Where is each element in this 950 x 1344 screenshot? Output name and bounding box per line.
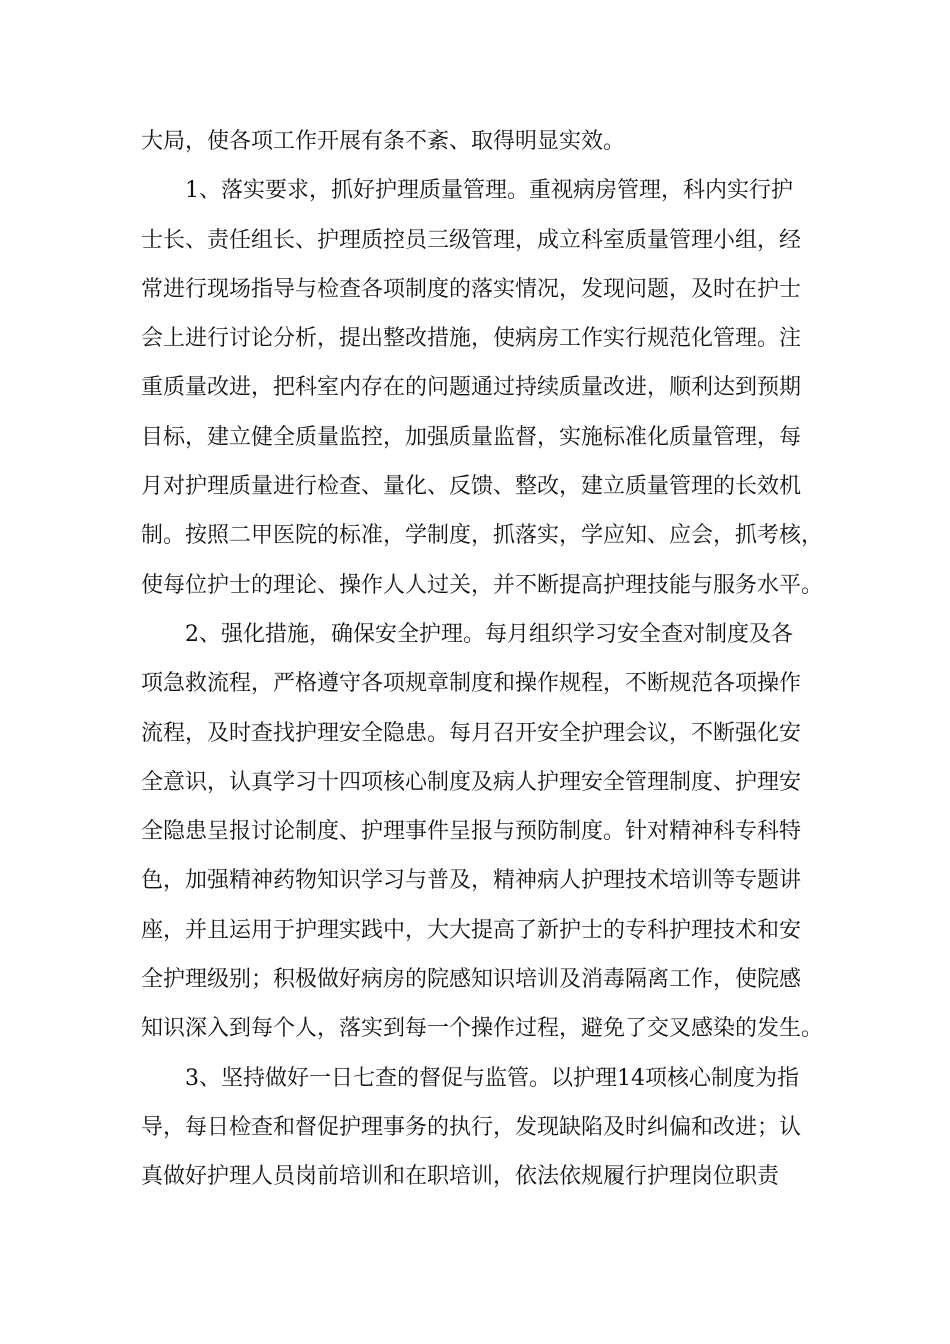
paragraph-first-line: 2、强化措施，确保安全护理。每月组织学习安全查对制度及各 [185,621,793,647]
text-line: 使每位护士的理论、操作人人过关，并不断提高护理技能与服务水平。 [141,572,824,598]
text-line: 月对护理质量进行检查、量化、反馈、整改，建立质量管理的长效机 [141,474,802,500]
document-body [141,117,831,1202]
text-line: 导，每日检查和督促护理事务的执行，发现缺陷及时纠偏和改进；认 [141,1114,802,1140]
text-line: 真做好护理人员岗前培训和在职培训，依法依规履行护理岗位职责 [141,1164,780,1190]
text-line: 制。按照二甲医院的标准，学制度，抓落实，学应知、应会，抓考核， [141,523,824,549]
text-line: 全意识，认真学习十四项核心制度及病人护理安全管理制度、护理安 [141,769,802,795]
text-line: 知识深入到每个人，落实到每一个操作过程，避免了交叉感染的发生。 [141,1016,824,1042]
text-line: 全隐患呈报讨论制度、护理事件呈报与预防制度。针对精神科专科特 [141,819,802,845]
text-line: 士长、责任组长、护理质控员三级管理，成立科室质量管理小组，经 [141,227,802,253]
text-line: 项急救流程，严格遵守各项规章制度和操作规程，不断规范各项操作 [141,671,802,697]
text-line: 全护理级别；积极做好病房的院感知识培训及消毒隔离工作，使院感 [141,967,802,993]
text-line: 会上进行讨论分析，提出整改措施，使病房工作实行规范化管理。注 [141,326,802,352]
paragraph-first-line: 1、落实要求，抓好护理质量管理。重视病房管理，科内实行护 [185,178,793,204]
text-line: 目标，建立健全质量监控，加强质量监督，实施标准化质量管理，每 [141,424,802,450]
text-line: 重质量改进，把科室内存在的问题通过持续质量改进，顺利达到预期 [141,375,802,401]
text-line: 座，并且运用于护理实践中，大大提高了新护士的专科护理技术和安 [141,917,802,943]
text-line: 大局，使各项工作开展有条不紊、取得明显实效。 [141,129,626,154]
text-line: 常进行现场指导与检查各项制度的落实情况，发现问题，及时在护士 [141,276,802,302]
text-line: 流程，及时查找护理安全隐患。每月召开安全护理会议，不断强化安 [141,720,802,746]
text-line: 色，加强精神药物知识学习与普及，精神病人护理技术培训等专题讲 [141,868,802,894]
paragraph-first-line: 3、坚持做好一日七查的督促与监管。以护理14项核心制度为指 [185,1065,799,1091]
